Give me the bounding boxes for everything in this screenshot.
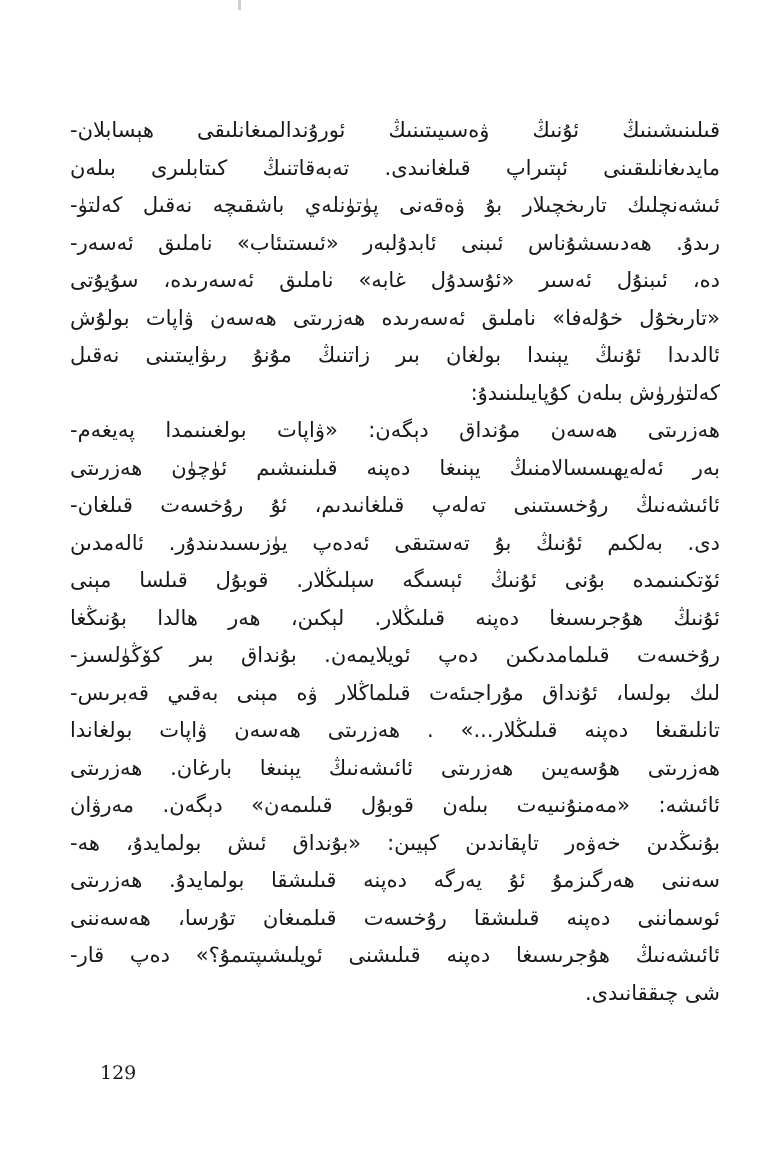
text-line: ھەزرىتى ھەسەن مۇنداق دېگەن: «ۋاپات بولغىنىمدا پەيغەم- [70, 418, 720, 442]
text-line: دە، ئىبنۇل ئەسىر «ئۇسدۇل غابە» ناملىق ئەسەرىدە، سۇيۇتى [70, 268, 720, 292]
text-line: لىك بولسا، ئۇنداق مۇراجىئەت قىلماڭلار ۋە مېنى بەقىي قەبرىس- [70, 680, 720, 705]
text-line: بەر ئەلەيھىسسالامنىڭ يېنىغا دەپنە قىلىنىشىم ئۈچۈن ھەزرىتى [70, 455, 720, 480]
text-line: ئالدىدا ئۇنىڭ يېنىدا بولغان بىر زاتنىڭ مۇنۇ رىۋايىتىنى نەقىل [70, 343, 720, 367]
text-line: رۇخسەت قىلمامدىكىن دەپ ئويلايمەن. بۇنداق بىر كۆڭۈلسىز- [70, 643, 720, 667]
page-number: 129 [100, 1062, 137, 1084]
text-line: ئائىشە: «مەمنۇنىيەت بىلەن قوبۇل قىلىمەن» دېگەن. مەرۋان [70, 793, 720, 817]
text-line: مايدىغانلىقىنى ئېتىراپ قىلغانىدى. تەبەقاتنىڭ كىتابلىرى بىلەن [70, 155, 720, 180]
text-line: شى چىققانىدى. [584, 980, 720, 1005]
text-line: رىدۇ. ھەدىسشۇناس ئىبنى ئابدۇلبەر «ئىستىئاب» ناملىق ئەسەر- [70, 230, 720, 255]
text-line: ئىشەنچلىك تارىخچىلار بۇ ۋەقەنى پۈتۈنلەي باشقىچە نەقىل كەلتۈ- [70, 193, 720, 217]
scan-speck [238, 0, 241, 10]
text-line: كەلتۈرۈش بىلەن كۇپايىلىنىدۇ: [470, 380, 720, 405]
text-line: ھەزرىتى ھۇسەيىن ھەزرىتى ئائىشەنىڭ يېنىغا بارغان. ھەزرىتى [70, 755, 720, 780]
text-line: ئۆتكىنىمدە بۇنى ئۇنىڭ ئېسىگە سېلىڭلار. قوبۇل قىلسا مېنى [70, 568, 720, 592]
text-line: بۇنىڭدىن خەۋەر تاپقاندىن كېيىن: «بۇنداق ئىش بولمايدۇ، ھە- [70, 830, 720, 855]
body-text [70, 112, 720, 1012]
text-line: سەننى ھەرگىزمۇ ئۇ يەرگە دەپنە قىلىشقا بولمايدۇ. ھەزرىتى [70, 868, 720, 892]
text-line: قىلىنىشىنىڭ ئۇنىڭ ۋەسىيىتىنىڭ ئورۇندالمىغانلىقى ھېسابلان- [70, 118, 720, 142]
text-line: «تارىخۇل خۇلەفا» ناملىق ئەسەرىدە ھەزرىتى ھەسەن ۋاپات بولۇش [70, 305, 720, 330]
text-line: تانلىقىغا دەپنە قىلىڭلار...» . ھەزرىتى ھەسەن ۋاپات بولغاندا [70, 718, 720, 742]
text-line: دى. بەلكىم ئۇنىڭ بۇ تەستىقى ئەدەپ يۈزىسىدىندۇر. ئالەمدىن [70, 530, 720, 555]
text-line: ئائىشەنىڭ ھۇجرىسىغا دەپنە قىلىشنى ئويلىشىپتىمۇ؟» دەپ قار- [70, 943, 720, 967]
text-line: ئائىشەنىڭ رۇخسىتىنى تەلەپ قىلغانىدىم، ئۇ رۇخسەت قىلغان- [70, 493, 720, 517]
text-line: ئوسماننى دەپنە قىلىشقا رۇخسەت قىلمىغان تۇرسا، ھەسەننى [70, 905, 720, 930]
text-line: ئۇنىڭ ھۇجرىسىغا دەپنە قىلىڭلار. لېكىن، ھەر ھالدا بۇنىڭغا [70, 605, 720, 630]
